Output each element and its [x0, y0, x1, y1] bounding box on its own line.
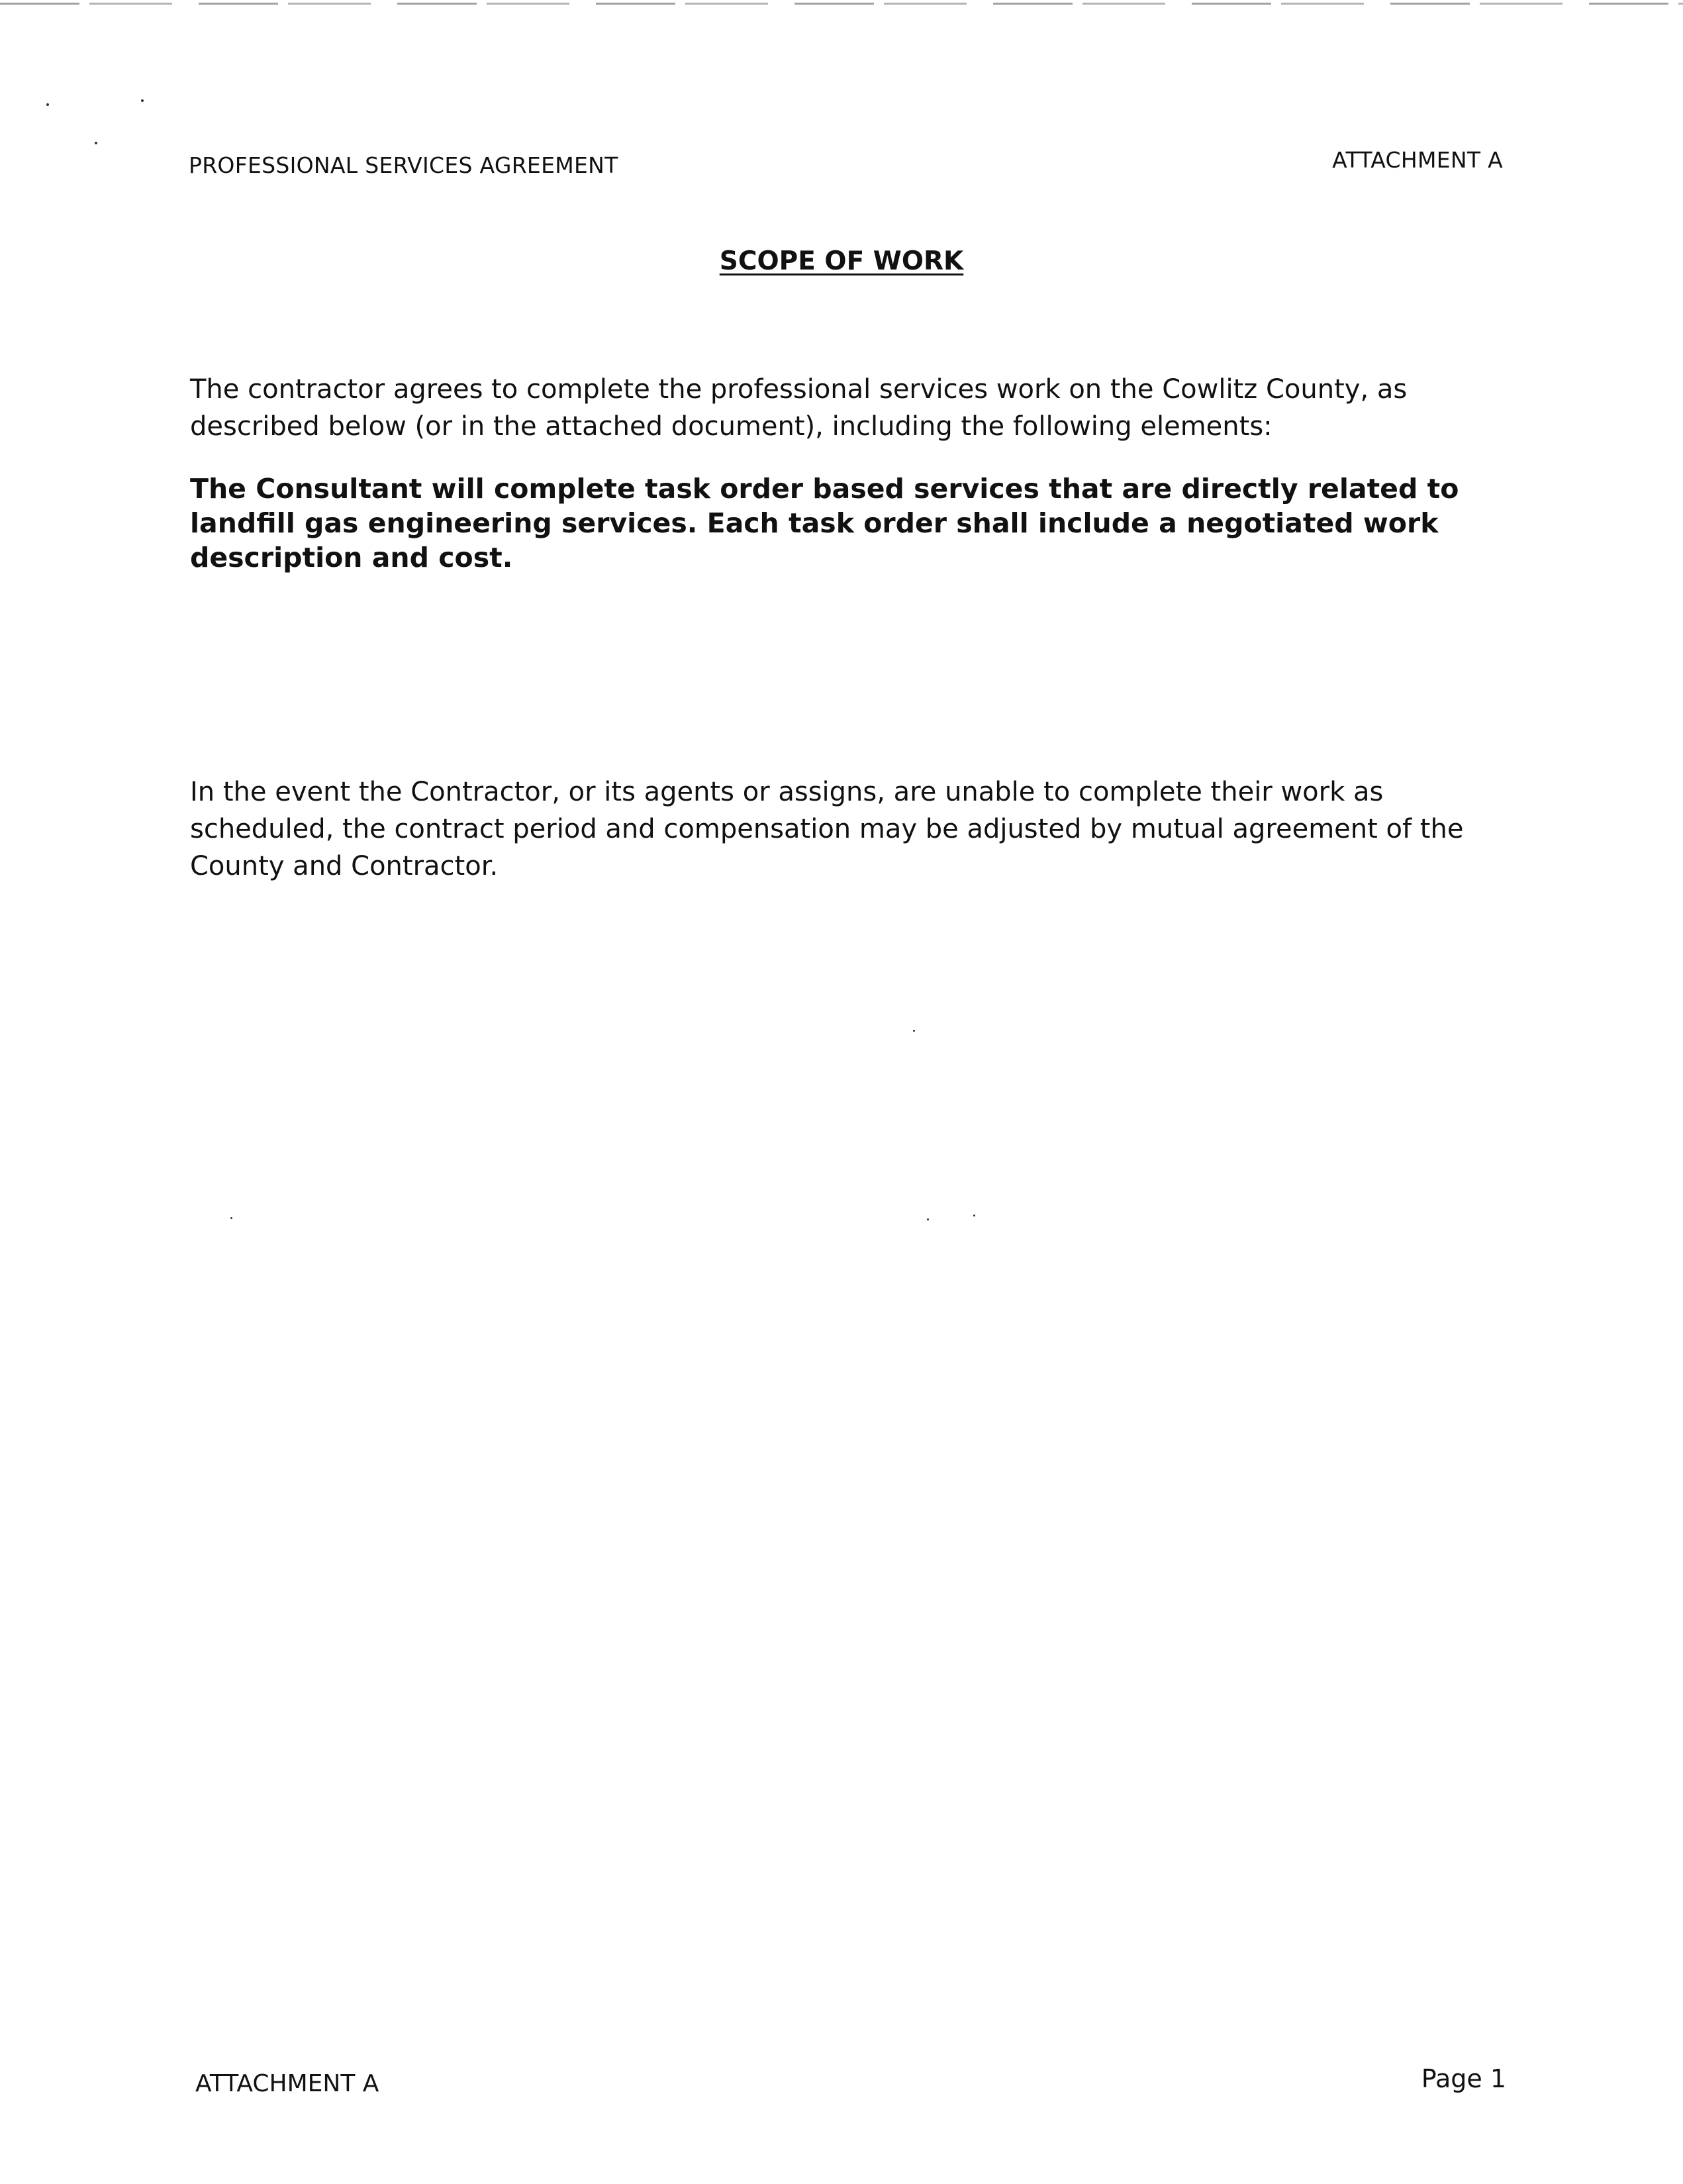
footer-attachment: ATTACHMENT A: [195, 2070, 379, 2097]
scan-artifact-line: [0, 3, 1683, 5]
document-header-attachment: ATTACHMENT A: [1332, 147, 1503, 173]
scan-speck: [927, 1218, 929, 1220]
scope-paragraph: The Consultant will complete task order based services that are directly related to landfill gas engineering services. Each task order shall include a negotiated work description and cost.: [190, 473, 1459, 573]
scan-speck: [230, 1217, 232, 1219]
scan-speck: [973, 1215, 975, 1216]
intro-paragraph: The contractor agrees to complete the professional services work on the Cowlitz County, as described below (or in the attached document), including the following elements:: [190, 374, 1408, 442]
event-clause-paragraph: In the event the Contractor, or its agents or assigns, are unable to complete their work as scheduled, the contract period and compensation may be adjusted by mutual agreement of the County and Contractor.: [190, 777, 1464, 881]
scan-speck: [141, 99, 144, 102]
page-number: Page 1: [1421, 2064, 1506, 2093]
page-title: SCOPE OF WORK: [719, 246, 964, 276]
scan-speck: [46, 103, 49, 106]
scan-speck: [913, 1030, 915, 1032]
document-header-title: PROFESSIONAL SERVICES AGREEMENT: [189, 152, 618, 178]
scan-speck: [95, 142, 97, 144]
